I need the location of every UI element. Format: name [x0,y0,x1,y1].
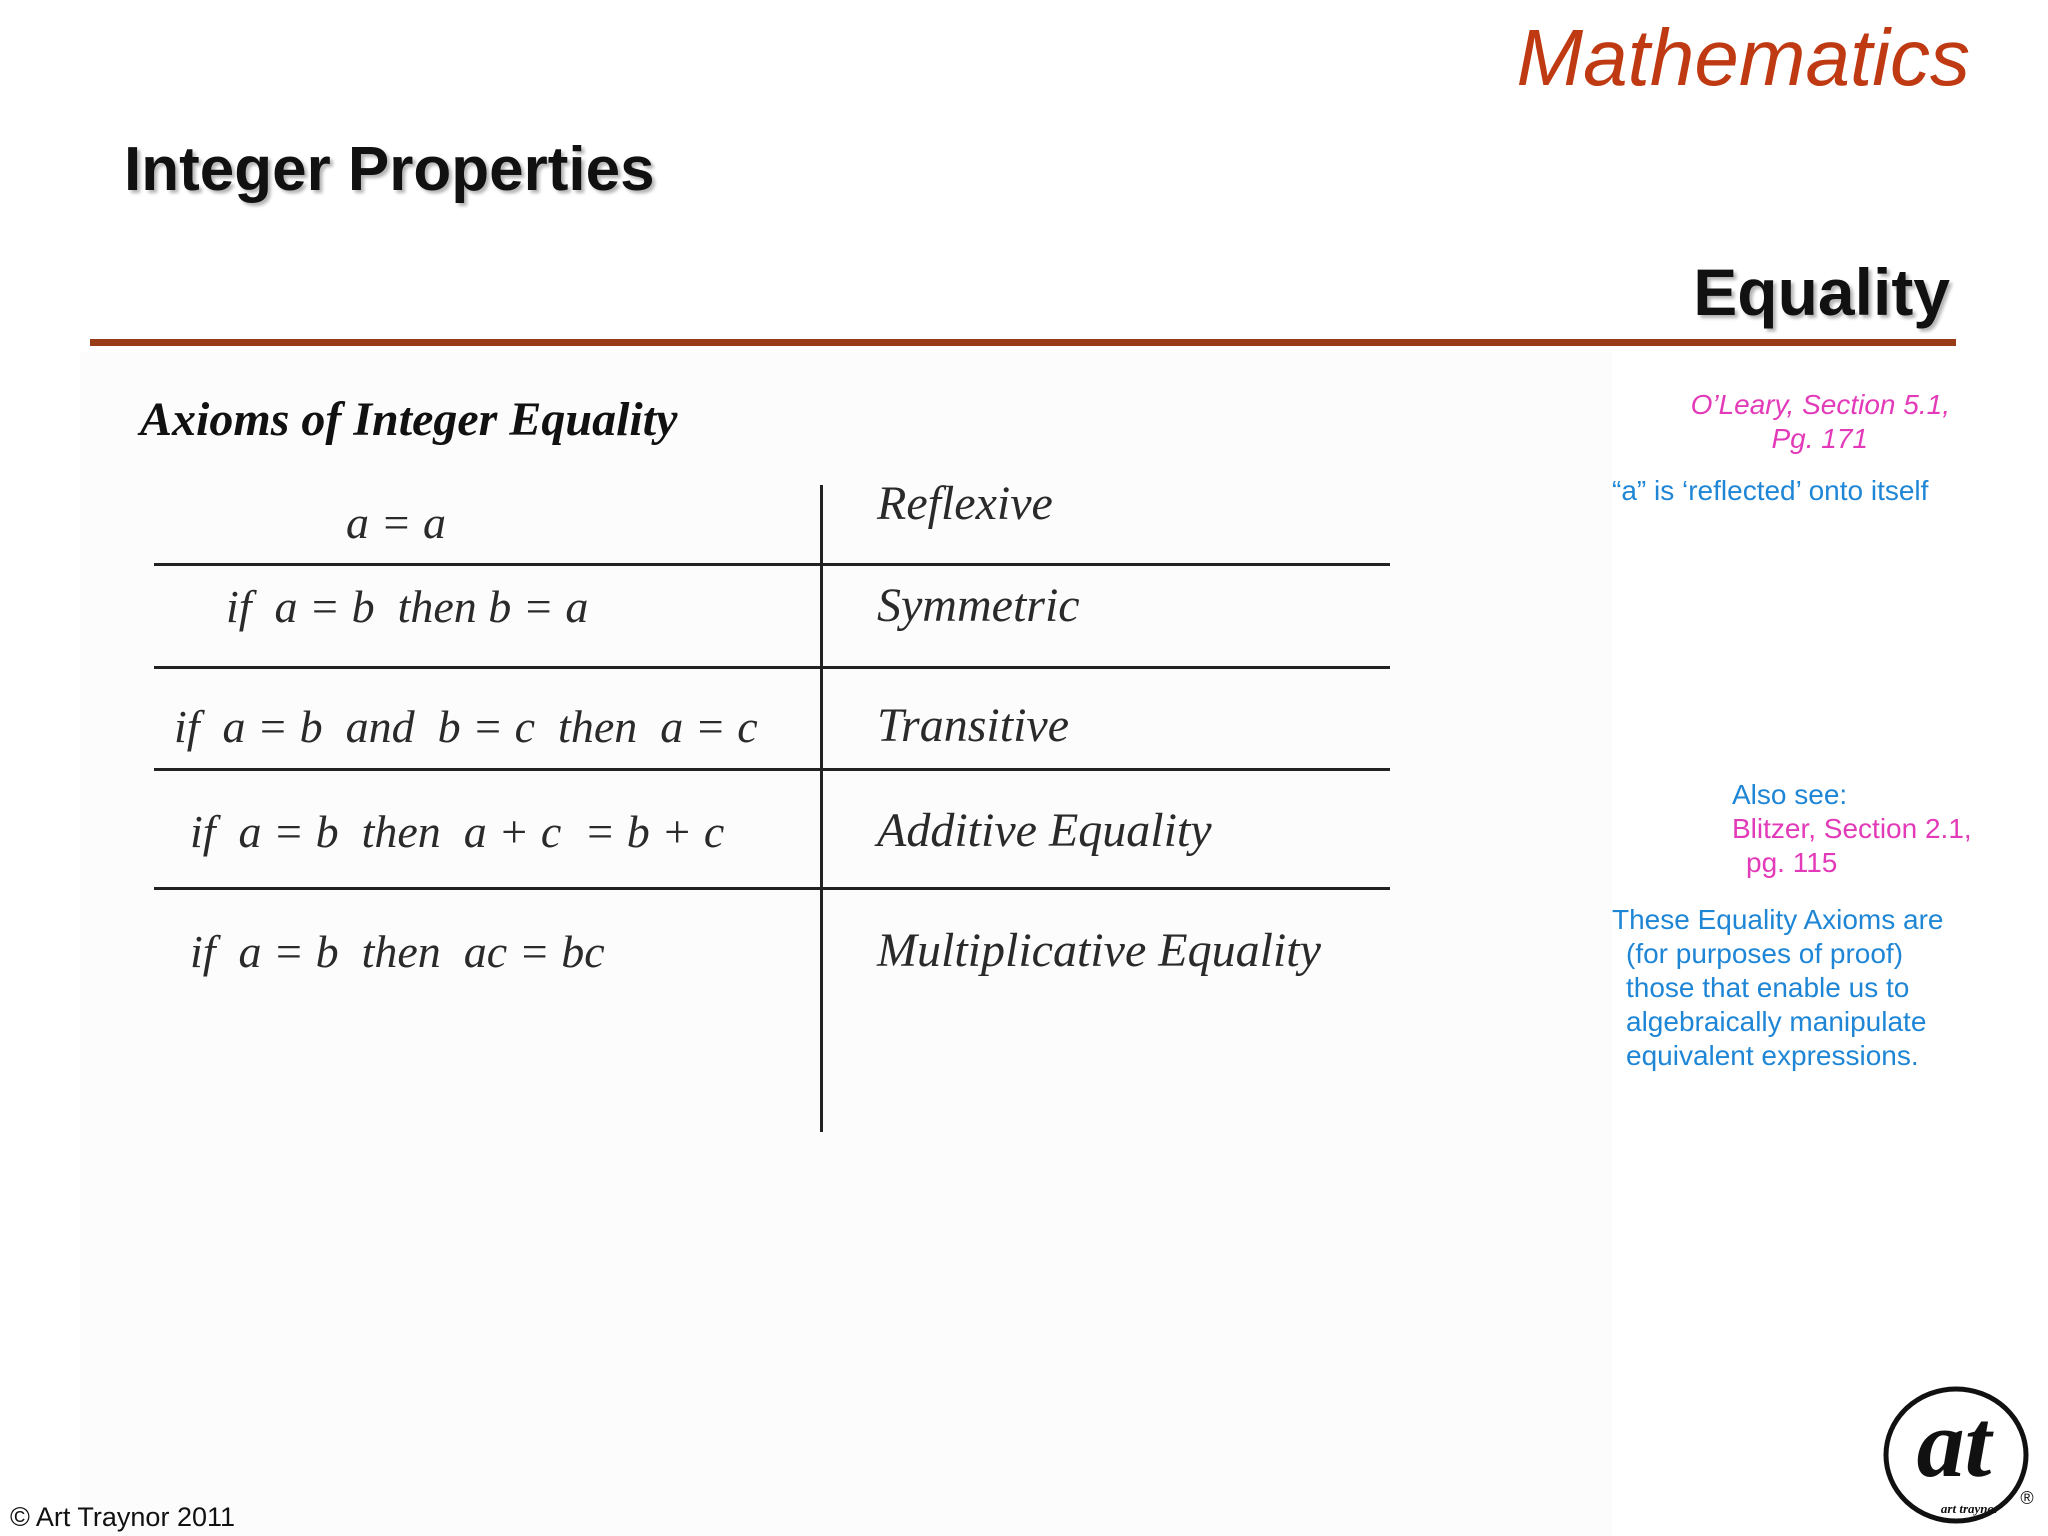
axiom-property: Additive Equality [877,804,1212,857]
reference-line: O’Leary, Section 5.1, [1690,389,1950,420]
reference-line: pg. 115 [1746,847,1838,878]
table-column-divider [820,485,823,1132]
axiom-formula: if a = b then ac = bc [190,926,605,977]
logo-caption: art traynor [1940,1501,2000,1516]
note-line: These Equality Axioms are [1612,904,1944,935]
table-row-divider [154,563,1390,566]
note-line: those that enable us to [1626,972,1910,1003]
note-line: equivalent expressions. [1626,1040,1919,1071]
logo-monogram: at [1916,1390,1992,1497]
header-divider [90,339,1956,346]
reference-line: Blitzer, Section 2.1, [1732,813,1972,844]
axiom-property: Reflexive [877,477,1053,530]
reference-line: Pg. 171 [1771,423,1868,454]
axiom-property: Multiplicative Equality [877,924,1321,977]
copyright-notice: © Art Traynor 2011 [10,1502,236,1532]
axiom-property: Symmetric [877,579,1080,632]
registered-mark: ® [2020,1488,2034,1508]
axiom-property: Transitive [877,699,1070,752]
axiom-formula: a = a [346,497,447,548]
blitzer-reference [1732,812,1972,880]
subject-title: Mathematics [1516,13,1970,102]
also-see-label: Also see: [1732,779,1848,810]
topic-title: Equality [1693,255,1950,329]
oleary-reference [1640,388,1950,456]
note-line: (for purposes of proof) [1626,938,1904,969]
axioms-purpose-note [1612,903,1944,1073]
axiom-formula: if a = b then a + c = b + c [190,806,725,857]
slide-title: Integer Properties [124,135,655,204]
table-row-divider [154,768,1390,771]
table-row-divider [154,666,1390,669]
table-row-divider [154,887,1390,890]
axiom-formula: if a = b and b = c then a = c [174,701,758,752]
section-heading: Axioms of Integer Equality [140,393,678,446]
note-line: algebraically manipulate [1626,1006,1927,1037]
reflexive-note: “a” is ‘reflected’ onto itself [1612,475,1929,506]
axiom-formula: if a = b then b = a [226,581,589,632]
art-traynor-logo [1880,1380,2040,1530]
